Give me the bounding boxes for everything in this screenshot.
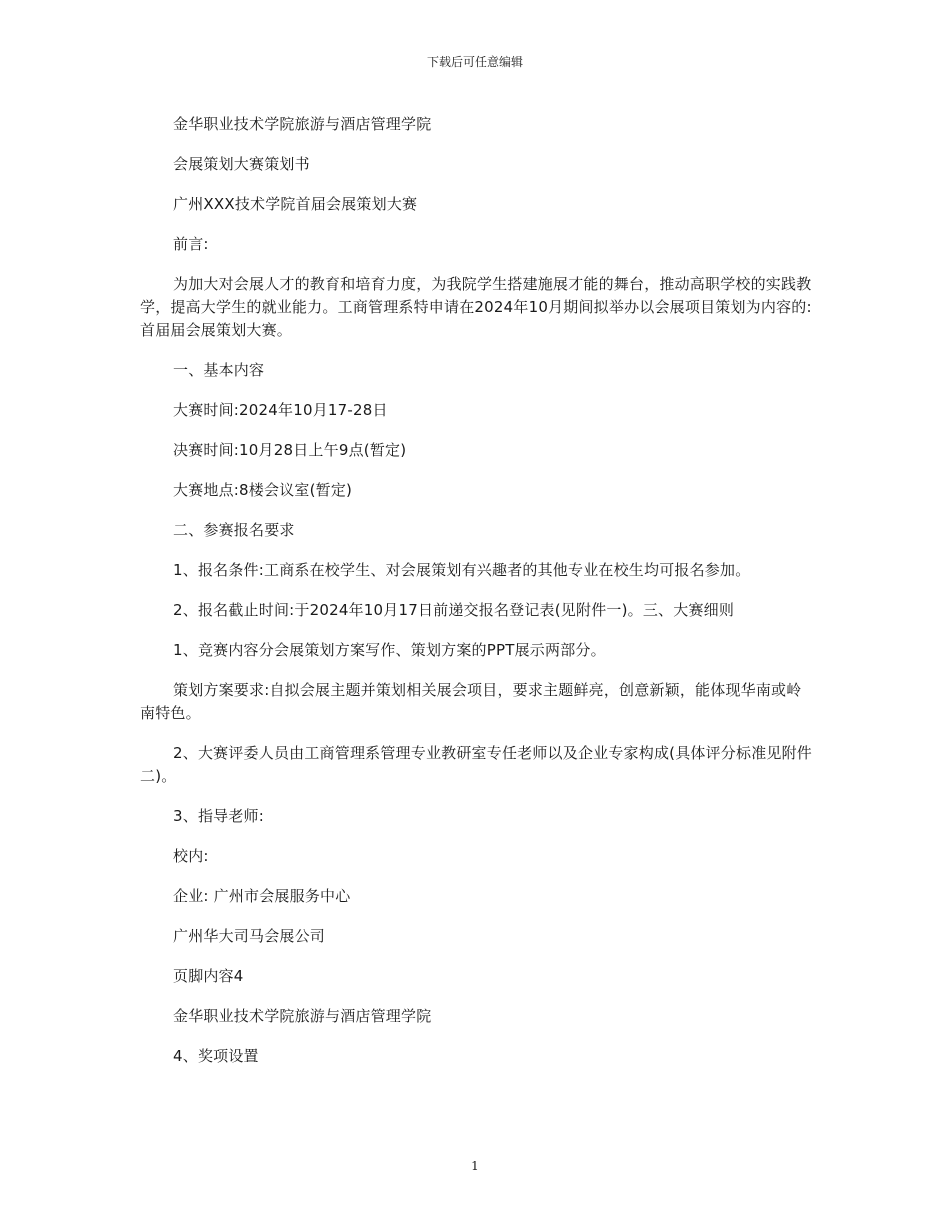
paragraph-preface-heading: 前言: bbox=[173, 235, 209, 253]
paragraph-preface-body: 为加大对会展人才的教育和培育力度，为我院学生搭建施展才能的舞台，推动高职学校的实践教学，提高大学生的就业能力。工商管理系特申请在2024年10月期间拟举办以会展项目策划为内容的:首届届会展策划大赛。 bbox=[140, 275, 812, 339]
paragraph-advisors-internal: 校内: bbox=[173, 847, 209, 865]
page-number: 1 bbox=[471, 1159, 479, 1173]
paragraph-registration-conditions: 1、报名条件:工商系在校学生、对会展策划有兴趣者的其他专业在校生均可报名参加。 bbox=[173, 561, 751, 579]
paragraph-final-time: 决赛时间:10月28日上午9点(暂定) bbox=[173, 441, 407, 459]
paragraph-footer-content: 页脚内容4 bbox=[173, 967, 244, 985]
paragraph-school-name-repeat: 金华职业技术学院旅游与酒店管理学院 bbox=[173, 1007, 432, 1025]
paragraph-section-registration: 二、参赛报名要求 bbox=[173, 521, 295, 539]
paragraph-advisors: 3、指导老师: bbox=[173, 807, 264, 825]
paragraph-advisors-enterprise: 企业: 广州市会展服务中心 bbox=[173, 887, 351, 905]
paragraph-contest-content: 1、竞赛内容分会展策划方案写作、策划方案的PPT展示两部分。 bbox=[173, 641, 606, 659]
paragraph-registration-deadline: 2、报名截止时间:于2024年10月17日前递交报名登记表(见附件一)。三、大赛细则 bbox=[173, 601, 735, 619]
paragraph-event-name: 广州XXX技术学院首届会展策划大赛 bbox=[173, 195, 418, 213]
paragraph-school-name: 金华职业技术学院旅游与酒店管理学院 bbox=[173, 115, 432, 133]
paragraph-contest-time: 大赛时间:2024年10月17-28日 bbox=[173, 401, 388, 419]
paragraph-awards: 4、奖项设置 bbox=[173, 1047, 259, 1065]
paragraph-plan-requirements: 策划方案要求:自拟会展主题并策划相关展会项目，要求主题鲜亮，创意新颖，能体现华南或岭南特色。 bbox=[140, 681, 802, 722]
paragraph-enterprise-company: 广州华大司马会展公司 bbox=[173, 927, 326, 945]
paragraph-venue: 大赛地点:8楼会议室(暂定) bbox=[173, 481, 353, 499]
page-header: 下载后可任意编辑 bbox=[426, 55, 523, 69]
paragraph-doc-title: 会展策划大赛策划书 bbox=[173, 155, 310, 173]
paragraph-judges: 2、大赛评委人员由工商管理系管理专业教研室专任老师以及企业专家构成(具体评分标准见附件二)。 bbox=[140, 744, 812, 785]
document-body bbox=[140, 113, 812, 1085]
paragraph-section-basic: 一、基本内容 bbox=[173, 361, 265, 379]
